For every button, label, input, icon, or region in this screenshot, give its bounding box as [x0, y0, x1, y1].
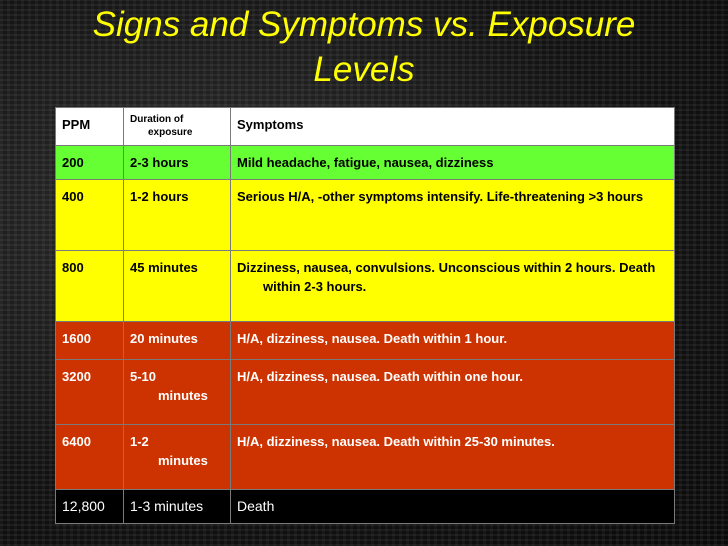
cell-ppm: 800	[56, 251, 124, 322]
exposure-table	[55, 107, 675, 524]
table-row	[56, 251, 675, 322]
cell-duration	[124, 425, 231, 490]
table-row	[56, 490, 675, 524]
cell-ppm: 12,800	[56, 490, 124, 524]
cell-duration: 1-2 hours	[124, 180, 231, 251]
header-ppm: PPM	[56, 108, 124, 146]
cell-duration-text: 1-2 minutes	[130, 434, 208, 468]
cell-symptoms: Death	[231, 490, 675, 524]
header-duration-text: Duration of exposure	[130, 114, 193, 138]
cell-ppm: 400	[56, 180, 124, 251]
cell-ppm: 3200	[56, 360, 124, 425]
cell-ppm: 6400	[56, 425, 124, 490]
cell-symptoms-text: Dizziness, nausea, convulsions. Unconscious within 2 hours. Death within 2-3 hours.	[237, 260, 656, 294]
cell-ppm: 1600	[56, 322, 124, 360]
slide-title	[0, 2, 728, 92]
cell-duration: 1-3 minutes	[124, 490, 231, 524]
cell-duration-text: 5-10 minutes	[130, 369, 208, 403]
cell-duration: 2-3 hours	[124, 146, 231, 180]
cell-symptoms-text: Serious H/A, -other symptoms intensify. Life-threatening >3 hours	[237, 189, 644, 204]
cell-symptoms: H/A, dizziness, nausea. Death within 1 hour.	[231, 322, 675, 360]
slide-title-line-2: Levels	[313, 50, 415, 89]
cell-duration	[124, 360, 231, 425]
table-row	[56, 360, 675, 425]
cell-symptoms	[231, 180, 675, 251]
header-symptoms: Symptoms	[231, 108, 675, 146]
cell-ppm: 200	[56, 146, 124, 180]
table-header-row	[56, 108, 675, 146]
table-row	[56, 425, 675, 490]
slide-title-line-1: Signs and Symptoms vs. Exposure	[92, 5, 636, 44]
header-duration	[124, 108, 231, 146]
cell-symptoms: H/A, dizziness, nausea. Death within 25-30 minutes.	[231, 425, 675, 490]
cell-duration: 45 minutes	[124, 251, 231, 322]
table-row	[56, 322, 675, 360]
cell-duration: 20 minutes	[124, 322, 231, 360]
cell-symptoms	[231, 251, 675, 322]
table-row	[56, 146, 675, 180]
table-row	[56, 180, 675, 251]
cell-symptoms: Mild headache, fatigue, nausea, dizziness	[231, 146, 675, 180]
cell-symptoms: H/A, dizziness, nausea. Death within one hour.	[231, 360, 675, 425]
